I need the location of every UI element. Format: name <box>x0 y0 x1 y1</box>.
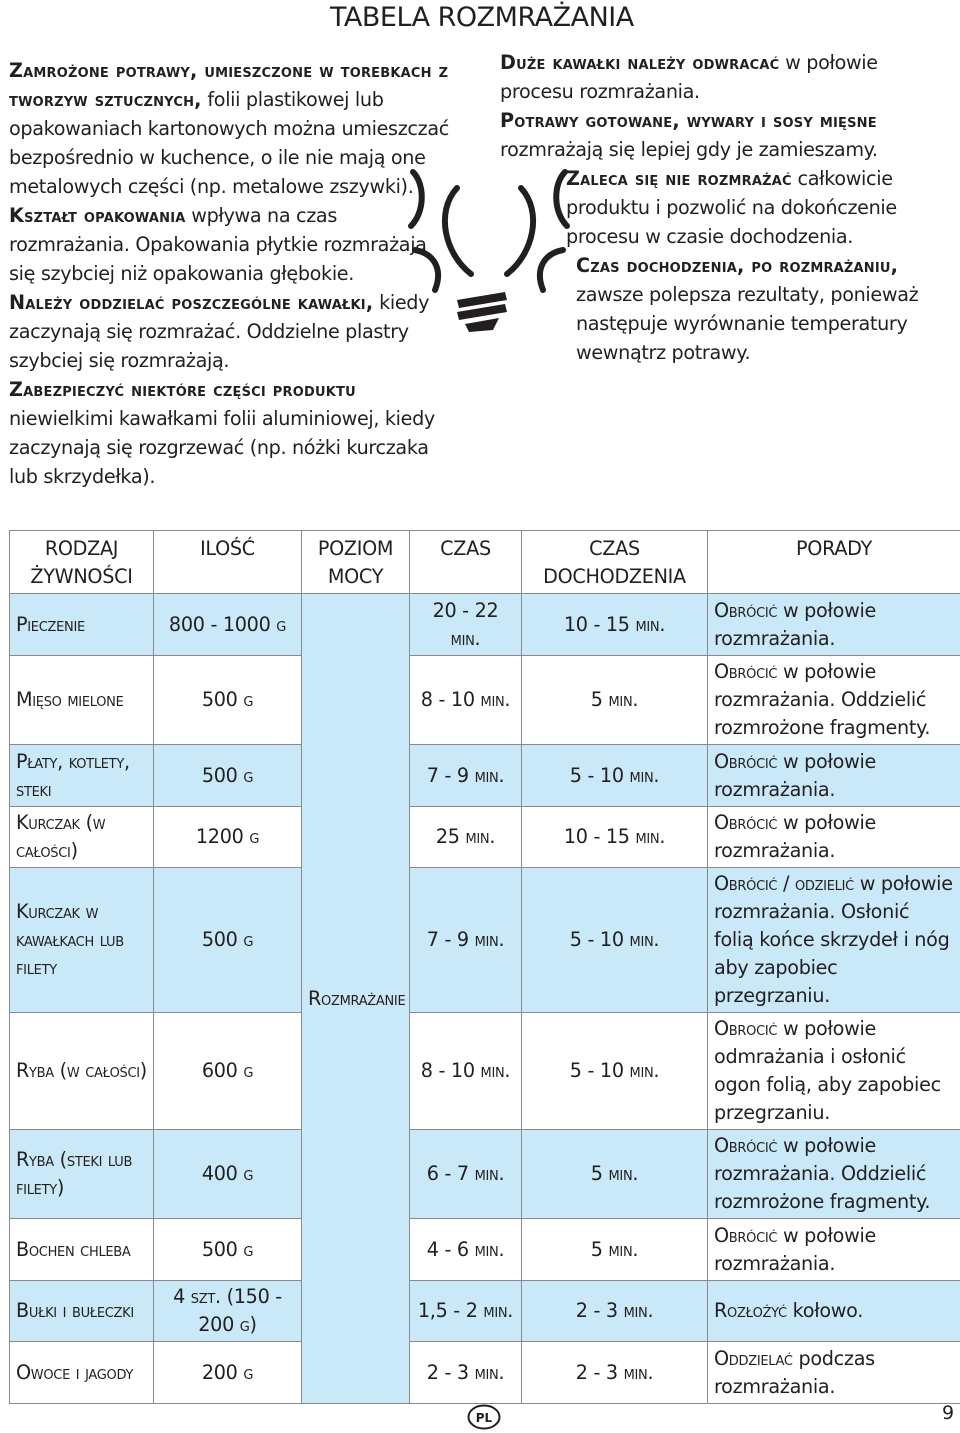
tip-text: w połowie procesu rozmrażania. <box>500 51 878 103</box>
food-cell: Ryba (w całości) <box>10 1013 154 1130</box>
time-cell: 2 - 3 min. <box>410 1342 522 1404</box>
power-value: Rozmrażanie <box>308 986 406 1010</box>
header-tips: PORADY <box>708 531 960 594</box>
tips-cell <box>708 868 960 1013</box>
tip-text: w połowie rozmrażania. Osłonić folią końce skrzydeł i nóg aby zapobiec przegrzaniu. <box>714 872 953 1007</box>
food-cell: Bochen chleba <box>10 1219 154 1281</box>
standing-cell: 5 - 10 min. <box>522 1013 708 1130</box>
tip-paragraph <box>500 48 950 106</box>
tip-head: Potrawy gotowane, wywary i sosy mięsne <box>500 109 877 132</box>
table-row <box>10 1342 960 1404</box>
tip-head: Duże kawałki należy odwracać <box>500 51 780 74</box>
quantity-cell: 4 szt. (150 - 200 g) <box>154 1281 302 1342</box>
standing-cell: 5 min. <box>522 656 708 745</box>
time-cell: 8 - 10 min. <box>410 1013 522 1130</box>
food-cell: Bułki i bułeczki <box>10 1281 154 1342</box>
standing-cell: 5 - 10 min. <box>522 745 708 807</box>
table-header-row <box>10 531 960 594</box>
tip-paragraph <box>9 201 457 288</box>
tip-head: Obrócić <box>714 598 778 622</box>
defrost-table <box>9 530 960 1404</box>
table-row <box>10 1130 960 1219</box>
tip-paragraph <box>500 251 950 367</box>
header-food: RODZAJ ŻYWNOŚCI <box>10 531 154 594</box>
table-row <box>10 868 960 1013</box>
tip-text: wpływa na czas rozmrażania. Opakowania płytkie rozmrażają się szybciej niż opakowania głębokie. <box>9 204 427 285</box>
tips-cell <box>708 1219 960 1281</box>
table-row <box>10 1013 960 1130</box>
time-cell: 8 - 10 min. <box>410 656 522 745</box>
pl-badge-text: PL <box>475 1411 493 1425</box>
standing-cell: 5 min. <box>522 1219 708 1281</box>
power-cell <box>302 594 410 1404</box>
pl-language-badge <box>467 1404 501 1430</box>
food-cell: Płaty, kotlety, steki <box>10 745 154 807</box>
quantity-cell: 500 g <box>154 1219 302 1281</box>
tip-head: Zamrożone potrawy, umieszczone w torebkach z tworzyw sztucznych, <box>9 59 449 111</box>
table-row <box>10 1281 960 1342</box>
tips-cell <box>708 594 960 656</box>
page-title: TABELA ROZMRAŻANIA <box>330 2 634 33</box>
left-tips <box>9 56 457 491</box>
tips-cell <box>708 1013 960 1130</box>
standing-cell: 10 - 15 min. <box>522 807 708 868</box>
quantity-cell: 600 g <box>154 1013 302 1130</box>
quantity-cell: 400 g <box>154 1130 302 1219</box>
tip-head: Kształt opakowania <box>9 204 186 227</box>
tip-text: podczas rozmrażania. <box>714 1346 875 1398</box>
time-cell: 7 - 9 min. <box>410 868 522 1013</box>
food-cell: Kurczak w kawałkach lub filety <box>10 868 154 1013</box>
right-tips <box>500 48 950 367</box>
food-cell: Pieczenie <box>10 594 154 656</box>
tip-head: Obrocić <box>714 1017 778 1040</box>
tip-text: rozmrażają się lepiej gdy je zamieszamy. <box>500 138 878 161</box>
tips-cell <box>708 807 960 868</box>
food-cell: Kurczak (w całości) <box>10 807 154 868</box>
tip-text: całkowicie produktu i pozwolić na dokończenie procesu w czasie dochodzenia. <box>566 167 897 248</box>
tip-head: Oddzielać <box>714 1346 793 1370</box>
quantity-cell: 500 g <box>154 745 302 807</box>
time-cell: 25 min. <box>410 807 522 868</box>
table-row <box>10 807 960 868</box>
standing-cell: 2 - 3 min. <box>522 1281 708 1342</box>
tip-head: Obrócić <box>714 660 778 683</box>
tips-cell <box>708 1281 960 1342</box>
quantity-cell: 500 g <box>154 868 302 1013</box>
tip-text: folii plastikowej lub opakowaniach kartonowych można umieszczać bezpośrednio w kuchence, o ile nie mają one metalowych części (np. metalowe zszywki). <box>9 88 449 198</box>
quantity-cell: 1200 g <box>154 807 302 868</box>
header-quantity: ILOŚĆ <box>154 531 302 594</box>
tips-cell <box>708 656 960 745</box>
tip-head: Zabezpieczyć niektóre części produktu <box>9 378 356 401</box>
table-row <box>10 656 960 745</box>
standing-cell: 2 - 3 min. <box>522 1342 708 1404</box>
tip-text: w połowie rozmrażania. Oddzielić rozmrożone fragmenty. <box>714 1134 931 1213</box>
tip-text: w połowie odmrażania i osłonić ogon folią, aby zapobiec przegrzaniu. <box>714 1017 941 1124</box>
standing-cell: 5 - 10 min. <box>522 868 708 1013</box>
tip-paragraph <box>500 106 950 164</box>
food-cell: Mięso mielone <box>10 656 154 745</box>
tip-head: Obrócić <box>714 1134 778 1157</box>
tip-text: kiedy zaczynają się rozmrażać. Oddzielne plastry szybciej się rozmrażają. <box>9 291 430 372</box>
tip-head: Obrócić <box>714 749 778 773</box>
tip-text: w połowie rozmrażania. <box>714 598 877 650</box>
header-standing-time: CZAS DOCHODZENIA <box>522 531 708 594</box>
tip-head: Zaleca się nie rozmrażać <box>566 167 792 190</box>
tip-text: niewielkimi kawałkami folii aluminiowej, kiedy zaczynają się rozgrzewać (np. nóżki kurczaka lub skrzydełka). <box>9 407 435 488</box>
standing-cell: 10 - 15 min. <box>522 594 708 656</box>
quantity-cell: 800 - 1000 g <box>154 594 302 656</box>
food-cell: Owoce i jagody <box>10 1342 154 1404</box>
food-cell: Ryba (steki lub filety) <box>10 1130 154 1219</box>
tip-paragraph <box>500 164 950 251</box>
tip-paragraph <box>9 288 457 375</box>
tip-head: Obrócić / odzielić <box>714 872 854 895</box>
quantity-cell: 500 g <box>154 656 302 745</box>
tip-head: Należy oddzielać poszczególne kawałki, <box>9 291 374 314</box>
tip-text: w połowie rozmrażania. Oddzielić rozmrożone fragmenty. <box>714 660 931 739</box>
tip-text: w połowie rozmrażania. <box>714 749 877 801</box>
tip-text: w połowie rozmrażania. <box>714 1223 877 1275</box>
header-time: CZAS <box>410 531 522 594</box>
time-cell: 7 - 9 min. <box>410 745 522 807</box>
table-row <box>10 594 960 656</box>
table-row <box>10 1219 960 1281</box>
page-number: 9 <box>942 1402 955 1424</box>
tip-paragraph <box>9 56 457 201</box>
time-cell: 6 - 7 min. <box>410 1130 522 1219</box>
tip-text: w połowie rozmrażania. <box>714 811 877 862</box>
standing-cell: 5 min. <box>522 1130 708 1219</box>
tips-cell <box>708 1130 960 1219</box>
tip-text: kołowo. <box>786 1299 864 1322</box>
tip-head: Obrócić <box>714 811 778 834</box>
tips-cell <box>708 745 960 807</box>
header-power: POZIOM MOCY <box>302 531 410 594</box>
tips-cell <box>708 1342 960 1404</box>
time-cell: 20 - 22 min. <box>410 594 522 656</box>
tip-text: zawsze polepsza rezultaty, ponieważ następuje wyrównanie temperatury wewnątrz potrawy. <box>576 283 919 364</box>
tip-head: Obrócić <box>714 1223 778 1247</box>
time-cell: 4 - 6 min. <box>410 1219 522 1281</box>
quantity-cell: 200 g <box>154 1342 302 1404</box>
table-row <box>10 745 960 807</box>
tip-head: Czas dochodzenia, po rozmrażaniu, <box>576 254 899 277</box>
time-cell: 1,5 - 2 min. <box>410 1281 522 1342</box>
tip-head: Rozłożyć <box>714 1299 787 1322</box>
tip-paragraph <box>9 375 457 491</box>
